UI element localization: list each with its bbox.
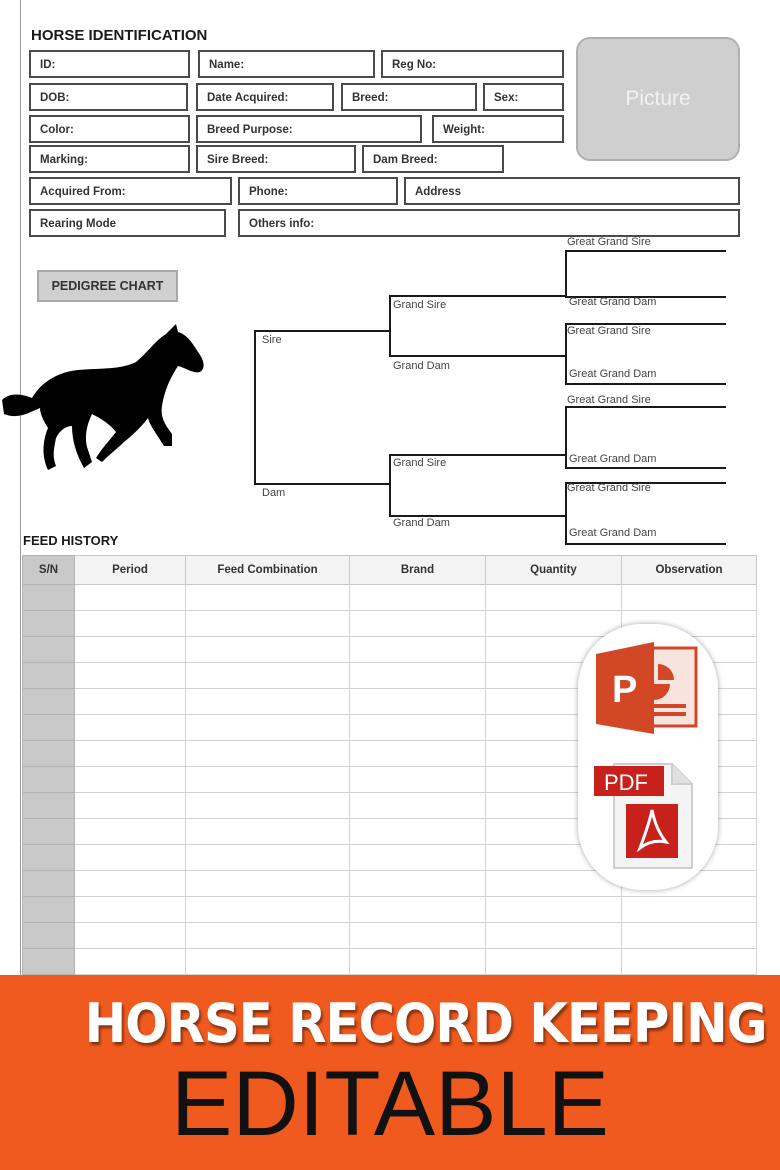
table-cell[interactable] [23, 663, 75, 689]
sex-field[interactable]: Sex: [483, 83, 564, 111]
table-cell[interactable] [186, 741, 350, 767]
table-cell[interactable] [186, 715, 350, 741]
table-cell[interactable] [186, 611, 350, 637]
table-cell[interactable] [350, 845, 486, 871]
table-cell[interactable] [186, 585, 350, 611]
table-cell[interactable] [75, 637, 186, 663]
table-cell[interactable] [486, 923, 622, 949]
table-cell[interactable] [486, 585, 622, 611]
table-cell[interactable] [186, 637, 350, 663]
table-cell[interactable] [75, 923, 186, 949]
table-row [23, 585, 757, 611]
table-row [23, 897, 757, 923]
gg-bracket-3 [565, 406, 567, 469]
banner-title: HORSE RECORD KEEPING [84, 992, 767, 1055]
gg-dam-label-2: Great Grand Dam [569, 368, 657, 380]
table-cell[interactable] [23, 585, 75, 611]
table-cell[interactable] [350, 715, 486, 741]
dam-bracket [389, 454, 391, 517]
table-cell[interactable] [75, 819, 186, 845]
sire-breed-field[interactable]: Sire Breed: [196, 145, 356, 173]
sire-line [254, 330, 390, 332]
table-cell[interactable] [350, 819, 486, 845]
dob-field[interactable]: DOB: [29, 83, 188, 111]
table-cell[interactable] [75, 611, 186, 637]
table-cell[interactable] [23, 637, 75, 663]
feed-history-title: FEED HISTORY [23, 533, 119, 548]
table-cell[interactable] [350, 637, 486, 663]
sire-grand-sire-line [389, 295, 566, 297]
table-cell[interactable] [186, 923, 350, 949]
table-cell[interactable] [622, 923, 757, 949]
column-header-feed-combination: Feed Combination [186, 556, 350, 585]
table-cell[interactable] [23, 611, 75, 637]
table-cell[interactable] [350, 871, 486, 897]
table-cell[interactable] [75, 871, 186, 897]
gg-sire-label-3: Great Grand Sire [567, 394, 651, 406]
table-cell[interactable] [75, 897, 186, 923]
table-cell[interactable] [75, 663, 186, 689]
dam-grand-dam-label: Grand Dam [393, 517, 450, 529]
table-cell[interactable] [350, 663, 486, 689]
table-cell[interactable] [186, 767, 350, 793]
table-cell[interactable] [23, 793, 75, 819]
id-field[interactable]: ID: [29, 50, 190, 78]
sire-grand-dam-label: Grand Dam [393, 360, 450, 372]
gg-bracket-1 [565, 250, 567, 298]
ppt-letter: P [612, 669, 638, 711]
reg-no-field[interactable]: Reg No: [381, 50, 564, 78]
sire-label: Sire [262, 334, 282, 346]
table-cell[interactable] [186, 897, 350, 923]
pdf-label: PDF [604, 770, 648, 795]
gg-dam-label-1: Great Grand Dam [569, 296, 657, 308]
gg-sire-line-1 [565, 250, 726, 252]
table-row [23, 923, 757, 949]
others-info-field[interactable]: Others info: [238, 209, 740, 237]
table-row [23, 949, 757, 975]
gg-sire-label-4: Great Grand Sire [567, 482, 651, 494]
table-cell[interactable] [75, 949, 186, 975]
table-cell[interactable] [23, 741, 75, 767]
dam-grand-sire-line [389, 454, 566, 456]
table-cell[interactable] [23, 897, 75, 923]
name-field[interactable]: Name: [198, 50, 375, 78]
table-cell[interactable] [486, 611, 622, 637]
table-cell[interactable] [350, 767, 486, 793]
table-cell[interactable] [350, 611, 486, 637]
column-header-sn: S/N [23, 556, 75, 585]
pdf-icon [592, 760, 698, 872]
table-cell[interactable] [622, 897, 757, 923]
table-cell[interactable] [23, 819, 75, 845]
gg-sire-line-3 [565, 406, 726, 408]
gg-sire-label-2: Great Grand Sire [567, 325, 651, 337]
dam-line [254, 483, 390, 485]
dam-breed-field[interactable]: Dam Breed: [362, 145, 504, 173]
table-cell[interactable] [75, 767, 186, 793]
sire-bracket [389, 295, 391, 357]
column-header-brand: Brand [350, 556, 486, 585]
column-header-observation: Observation [622, 556, 757, 585]
table-cell[interactable] [486, 897, 622, 923]
date-acquired-field[interactable]: Date Acquired: [196, 83, 334, 111]
dam-label: Dam [262, 487, 286, 499]
horse-silhouette-icon [0, 322, 210, 472]
table-cell[interactable] [75, 715, 186, 741]
sire-grand-sire-label: Grand Sire [393, 299, 447, 311]
table-cell[interactable] [75, 845, 186, 871]
table-cell[interactable] [350, 949, 486, 975]
table-cell[interactable] [186, 793, 350, 819]
format-badge [578, 624, 718, 890]
table-cell[interactable] [186, 949, 350, 975]
sire-grand-dam-line [389, 355, 566, 357]
column-header-quantity: Quantity [486, 556, 622, 585]
phone-field[interactable]: Phone: [238, 177, 398, 205]
table-cell[interactable] [350, 585, 486, 611]
table-cell[interactable] [622, 949, 757, 975]
table-cell[interactable] [23, 845, 75, 871]
picture-label: Picture [625, 87, 691, 110]
breed-field[interactable]: Breed: [341, 83, 477, 111]
table-cell[interactable] [186, 663, 350, 689]
table-cell[interactable] [486, 949, 622, 975]
table-cell[interactable] [23, 715, 75, 741]
gg-dam-label-4: Great Grand Dam [569, 527, 657, 539]
table-cell[interactable] [23, 949, 75, 975]
table-cell[interactable] [23, 871, 75, 897]
table-cell[interactable] [622, 585, 757, 611]
table-cell[interactable] [350, 689, 486, 715]
column-header-period: Period [75, 556, 186, 585]
marking-field[interactable]: Marking: [29, 145, 190, 173]
banner-subtitle: EDITABLE [171, 1053, 609, 1155]
powerpoint-icon [594, 638, 704, 738]
gg-dam-label-3: Great Grand Dam [569, 453, 657, 465]
table-cell[interactable] [75, 793, 186, 819]
dam-grand-sire-label: Grand Sire [393, 457, 447, 469]
table-cell[interactable] [75, 741, 186, 767]
table-cell[interactable] [186, 689, 350, 715]
table-cell[interactable] [350, 793, 486, 819]
table-cell[interactable] [75, 689, 186, 715]
table-cell[interactable] [350, 923, 486, 949]
table-cell[interactable] [75, 585, 186, 611]
address-field[interactable]: Address [404, 177, 740, 205]
gg-dam-line-4 [565, 543, 726, 545]
acquired-from-field[interactable]: Acquired From: [29, 177, 232, 205]
table-cell[interactable] [350, 741, 486, 767]
gg-dam-line-3 [565, 467, 726, 469]
table-cell[interactable] [186, 871, 350, 897]
weight-field[interactable]: Weight: [432, 115, 564, 143]
picture-placeholder[interactable] [576, 37, 740, 161]
gg-dam-line-2 [565, 383, 726, 385]
gg-sire-label-1: Great Grand Sire [567, 236, 651, 248]
pedigree-root-bracket [254, 330, 256, 484]
table-cell[interactable] [23, 923, 75, 949]
table-cell[interactable] [186, 819, 350, 845]
table-cell[interactable] [350, 897, 486, 923]
rearing-mode-field[interactable]: Rearing Mode [29, 209, 226, 237]
pedigree-chart-button[interactable]: PEDIGREE CHART [37, 270, 178, 302]
feed-header-row [23, 556, 757, 585]
table-cell[interactable] [23, 689, 75, 715]
page-edge [20, 0, 21, 975]
identification-title: HORSE IDENTIFICATION [31, 27, 208, 44]
table-cell[interactable] [186, 845, 350, 871]
table-cell[interactable] [23, 767, 75, 793]
breed-purpose-field[interactable]: Breed Purpose: [196, 115, 422, 143]
color-field[interactable]: Color: [29, 115, 190, 143]
